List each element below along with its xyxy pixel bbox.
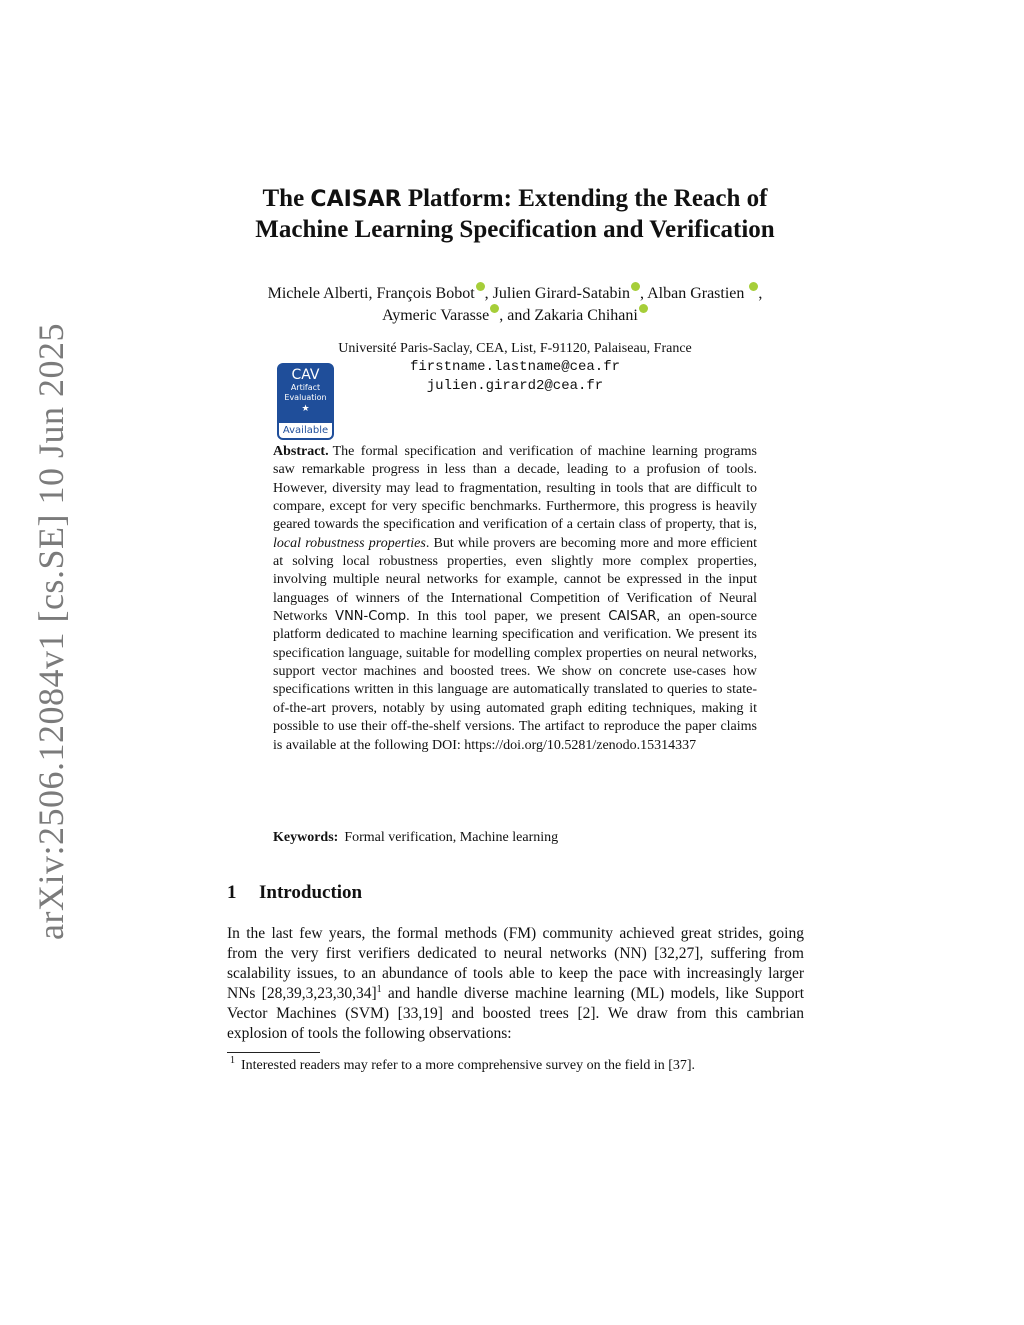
footnote-divider [227, 1052, 320, 1053]
author-girard-satabin: , Julien Girard-Satabin [484, 285, 630, 302]
arxiv-identifier-stamp: arXiv:2506.12084v1 [cs.SE] 10 Jun 2025 [31, 323, 71, 940]
badge-artifact-label: Artifact [290, 383, 321, 392]
author-alberti-bobot: Michele Alberti, François Bobot [267, 285, 475, 302]
abstract-italic-term: local robustness properties [273, 535, 426, 551]
title-pre: The [262, 185, 311, 212]
introduction-paragraph [227, 924, 804, 1044]
badge-available-label: Available [279, 423, 332, 438]
intro-text-a: In the last few years, the formal methods (FM) community achieved great strides, going from the very first verifiers dedicated to neural networks (NN) [32,27], suffering from scalability issues, to an abundance of tools able to keep the pace with increasingly larger NNs [28,39,3,23,30,34] [227, 925, 804, 1002]
orcid-icon[interactable] [631, 282, 640, 291]
vnn-comp-name: VNN-Comp [335, 609, 407, 625]
cav-artifact-badge [277, 363, 334, 440]
author-chihani: , and Zakaria Chihani [499, 307, 638, 324]
institution: Université Paris-Saclay, CEA, List, F-91120, Palaiseau, France [338, 341, 692, 356]
email-generic[interactable]: firstname.lastname@cea.fr [409, 359, 621, 375]
badge-evaluation-label: Evaluation [284, 393, 327, 402]
section-heading-introduction [227, 882, 362, 904]
author-separator: , [758, 285, 763, 302]
footnote-number: 1 [230, 1055, 235, 1067]
keywords-label: Keywords: [273, 830, 339, 845]
title-line1-rest: Platform: Extending the Reach of [401, 185, 768, 212]
star-icon: ★ [301, 404, 310, 414]
email-corresponding[interactable]: julien.girard2@cea.fr [426, 378, 604, 394]
intro-text-b: and handle diverse machine learning (ML) models, like Support Vector Machines (SVM) [33,19] and boosted trees [2]. We draw from this cambrian explosion of tools the following observations: [227, 985, 804, 1042]
orcid-icon[interactable] [490, 304, 499, 313]
abstract-text-4: , an open-source platform dedicated to machine learning specification and verification. We present its specification language, suitable for modelling complex properties on neural networks, support vector machines and boosted trees. We show on concrete use-cases how specifications written in this language are automatically translated to queries to state-of-the-art provers, notably by using automated graph editing techniques, making it possible to use their off-the-shelf versions. The artifact to reproduce the paper claims is available at the following DOI: https://doi.org/10.5281/zenodo.15314337 [273, 609, 757, 753]
abstract-text-1: The formal specification and verification of machine learning programs saw remarkable progress in less than a decade, leading to a profusion of tools. However, diversity may lead to fragmentation, resulting in tools that are difficult to compare, except for very specific benchmarks. Furthermore, this progress is heavily geared towards the specification and verification of a certain class of property, that is, [273, 444, 757, 533]
footnote-marker[interactable]: 1 [376, 983, 382, 995]
section-number: 1 [227, 882, 237, 903]
caisar-name: CAISAR [608, 609, 657, 625]
title-line2: Machine Learning Specification and Verification [255, 216, 775, 243]
abstract-text-3: . In this tool paper, we present [406, 609, 609, 625]
section-title: Introduction [259, 882, 363, 903]
keywords [273, 829, 757, 847]
orcid-icon[interactable] [476, 282, 485, 291]
footnote [230, 1057, 810, 1075]
footnote-text: Interested readers may refer to a more comprehensive survey on the field in [37]. [241, 1058, 696, 1073]
orcid-icon[interactable] [639, 304, 648, 313]
paper-title [200, 184, 830, 245]
author-list [200, 282, 830, 326]
abstract-label: Abstract. [273, 444, 329, 459]
abstract [273, 443, 757, 755]
title-tool-name: CAISAR [310, 187, 402, 212]
keywords-text: Formal verification, Machine learning [344, 830, 559, 845]
author-grastien: , Alban Grastien [639, 285, 745, 302]
badge-cav-label: CAV [291, 367, 320, 383]
author-varasse: Aymeric Varasse [382, 307, 490, 324]
abstract-text-2: . But while provers are becoming more and more efficient at solving local robustness properties, even slightly more complex properties, involving multiple neural networks for example, cannot be expressed in the input languages of winners of the International Competition of Verification of Neural Networks [273, 535, 758, 625]
